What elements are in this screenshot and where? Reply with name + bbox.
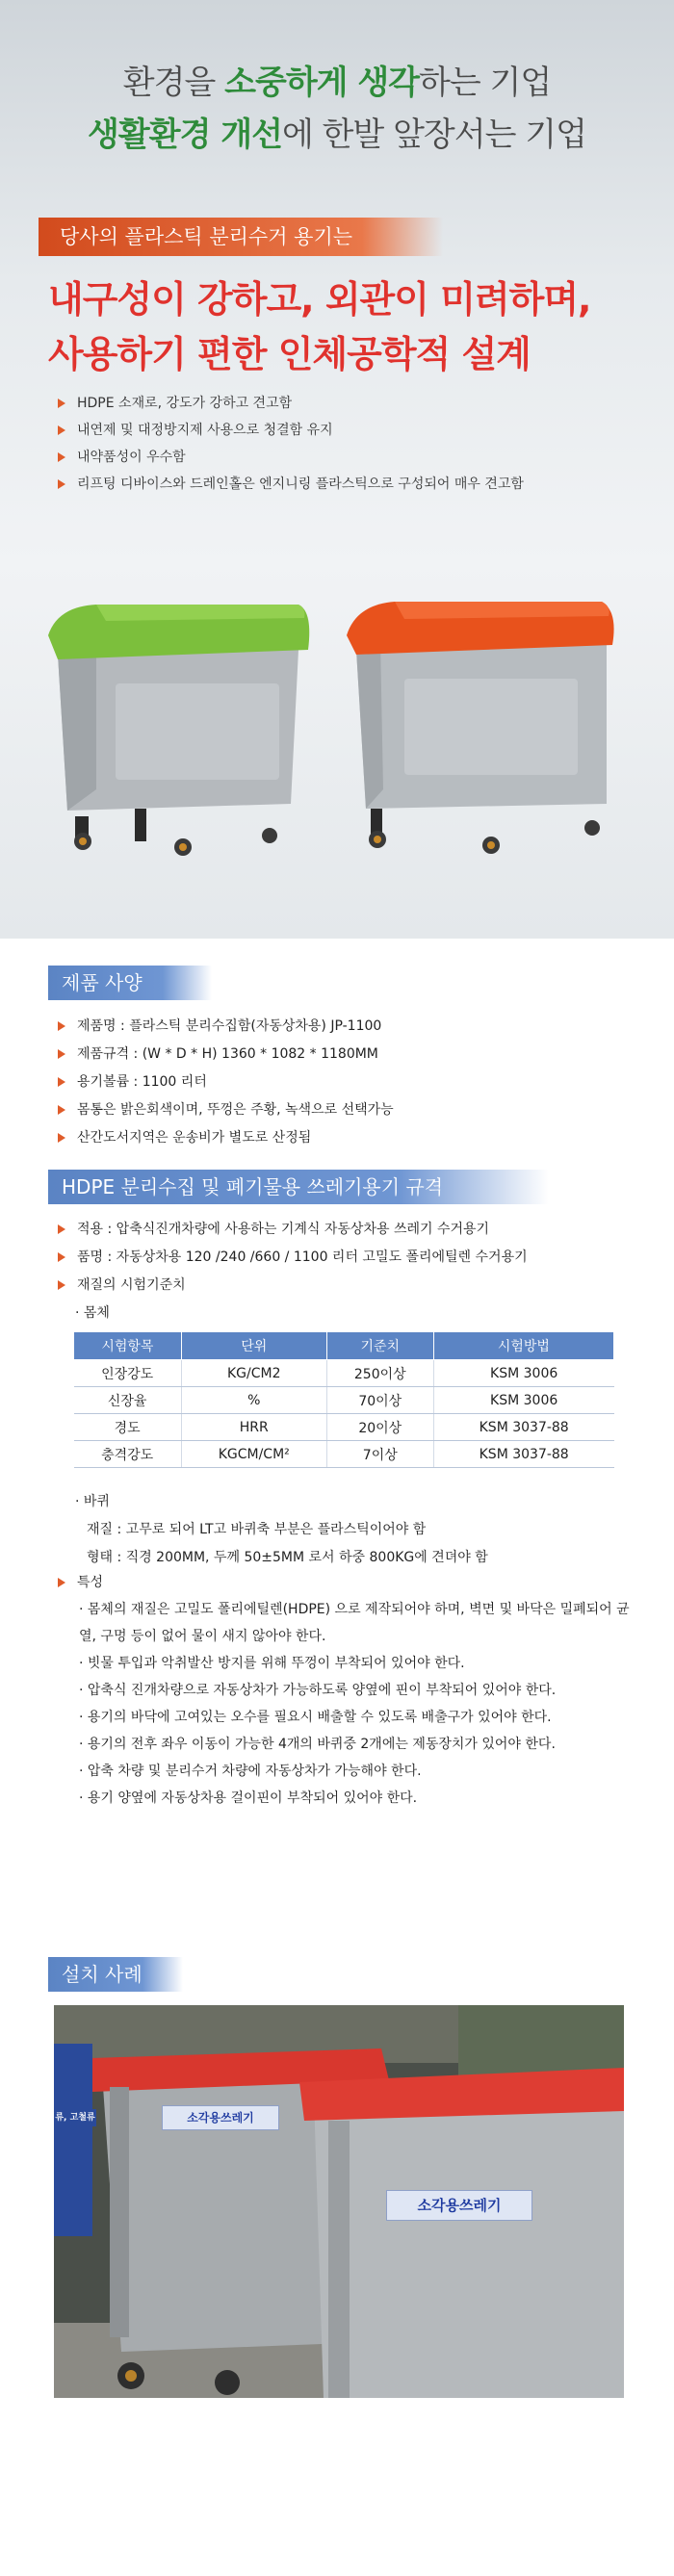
product-image-bins (39, 452, 635, 857)
feature-detail-item: · 압축 차량 및 분리수거 차량에 자동상차가 가능해야 한다. (79, 1764, 422, 1779)
table-cell: 충격강도 (74, 1441, 182, 1468)
install-section (0, 1872, 674, 2576)
triangle-bullet-icon (58, 1077, 65, 1087)
table-row (74, 1441, 614, 1468)
triangle-bullet-icon (58, 1105, 65, 1115)
triangle-bullet-icon (58, 1224, 65, 1234)
spec-item: 제품명 : 플라스틱 분리수집함(자동상차용) JP-1100 (58, 1013, 394, 1041)
material-test-table (73, 1331, 614, 1468)
install-title-tab: 설치 사례 (48, 1957, 183, 1992)
feature-detail-item: · 빗물 투입과 악취발산 방지를 위해 뚜껑이 부착되어 있어야 한다. (79, 1656, 465, 1671)
bin-label-plate-large: 소각용쓰레기 (386, 2190, 532, 2221)
table-cell: KSM 3006 (433, 1387, 613, 1414)
feature-detail-item: · 압축식 진개차량으로 자동상차가 가능하도록 양옆에 핀이 부착되어 있어야 한다. (79, 1683, 557, 1698)
feature-heading: 특성 (58, 1572, 103, 1591)
hero-slogan-line2: 생활환경 개선에 한발 앞장서는 기업 (88, 116, 586, 154)
table-header-cell: 단위 (181, 1332, 326, 1360)
bin-label-plate-small: 소각용쓰레기 (162, 2105, 279, 2130)
spec-item: 몸통은 밝은회색이며, 뚜껑은 주황, 녹색으로 선택가능 (58, 1096, 394, 1124)
spec-item: 산간도서지역은 운송비가 별도로 산정됨 (58, 1124, 394, 1152)
triangle-bullet-icon (58, 1280, 65, 1290)
table-header-cell: 기준치 (326, 1332, 433, 1360)
hero-slogan-line1: 환경을 소중하게 생각하는 기업 (122, 64, 552, 102)
green-lid-bin (48, 605, 309, 856)
feature-detail-item: · 용기 양옆에 자동상차용 걸이핀이 부착되어 있어야 한다. (79, 1790, 418, 1806)
side-sign: 류, 고철류 (54, 2109, 96, 2126)
triangle-bullet-icon (58, 1133, 65, 1143)
feature-item: 리프팅 디바이스와 드레인홀은 엔지니링 플라스틱으로 구성되어 매우 견고함 (58, 471, 524, 498)
spec-item: 용기볼륨 : 1100 리터 (58, 1069, 394, 1096)
table-cell: 인장강도 (74, 1360, 182, 1387)
table-row (74, 1414, 614, 1441)
orange-lid-bin (347, 602, 614, 854)
body-subheading: · 몸체 (75, 1305, 110, 1321)
hdpe-title-tab: HDPE 분리수집 및 폐기물용 쓰레기용기 규격 (48, 1170, 549, 1204)
headline-line1: 내구성이 강하고, 외관이 미려하며, (48, 278, 591, 321)
feature-item: HDPE 소재로, 강도가 강하고 견고함 (58, 390, 524, 417)
install-photo (54, 2005, 624, 2398)
feature-detail-list (79, 1596, 637, 1812)
wheel-material-text: 재질 : 고무로 되어 LT고 바퀴축 부분은 플라스틱이어야 함 (87, 1522, 427, 1537)
table-header-cell: 시험항목 (74, 1332, 182, 1360)
table-header-row (74, 1332, 614, 1360)
table-cell: 70이상 (326, 1387, 433, 1414)
table-cell: 7이상 (326, 1441, 433, 1468)
spec-section (0, 939, 674, 1872)
hdpe-item: 적용 : 압축식진개차량에 사용하는 기계식 자동상차용 쓰레기 수거용기 (58, 1216, 528, 1244)
triangle-bullet-icon (58, 425, 65, 435)
product-bins-illustration (39, 452, 635, 857)
triangle-bullet-icon (58, 1578, 65, 1587)
table-header-cell: 시험방법 (433, 1332, 613, 1360)
table-row (74, 1360, 614, 1387)
feature-detail-item: · 용기의 전후 좌우 이동이 가능한 4개의 바퀴중 2개에는 제동장치가 있어야 한다. (79, 1737, 556, 1752)
feature-detail-item: · 몸체의 재질은 고밀도 폴리에틸렌(HDPE) 으로 제작되어야 하며, 벽면 및 바닥은 밀폐되어 균열, 구멍 등이 없어 물이 새지 않아야 한다. (79, 1602, 630, 1644)
table-cell: KG/CM2 (181, 1360, 326, 1387)
headline-line2: 사용하기 편한 인체공학적 설계 (48, 333, 531, 375)
table-cell: KGCM/CM² (181, 1441, 326, 1468)
table-cell: 20이상 (326, 1414, 433, 1441)
triangle-bullet-icon (58, 1021, 65, 1031)
intro-banner: 당사의 플라스틱 분리수거 용기는 (39, 218, 443, 256)
table-cell: % (181, 1387, 326, 1414)
table-cell: KSM 3037-88 (433, 1441, 613, 1468)
feature-item: 내약품성이 우수함 (58, 444, 524, 471)
wheel-shape-text: 형태 : 직경 200MM, 두께 50±5MM 로서 하중 800KG에 견뎌야 함 (87, 1550, 488, 1565)
hdpe-list (58, 1216, 528, 1300)
spec-item: 제품규격 : (W * D * H) 1360 * 1082 * 1180MM (58, 1041, 394, 1069)
triangle-bullet-icon (58, 399, 65, 408)
table-cell: KSM 3037-88 (433, 1414, 613, 1441)
install-photo-illustration (54, 2005, 624, 2398)
table-cell: 신장율 (74, 1387, 182, 1414)
triangle-bullet-icon (58, 1049, 65, 1059)
table-cell: HRR (181, 1414, 326, 1441)
wheel-subheading: · 바퀴 (75, 1494, 110, 1509)
feature-detail-item: · 용기의 바닥에 고여있는 오수를 필요시 배출할 수 있도록 배출구가 있어야 한다. (79, 1710, 552, 1725)
table-cell: 250이상 (326, 1360, 433, 1387)
triangle-bullet-icon (58, 1252, 65, 1262)
spec-list (58, 1013, 394, 1152)
hero-section (0, 0, 674, 939)
table-cell: KSM 3006 (433, 1360, 613, 1387)
spec-title-tab: 제품 사양 (48, 966, 212, 1000)
table-row (74, 1387, 614, 1414)
hdpe-item: 재질의 시험기준치 (58, 1272, 528, 1300)
hdpe-item: 품명 : 자동상차용 120 /240 /660 / 1100 리터 고밀도 폴리에틸렌 수거용기 (58, 1244, 528, 1272)
table-cell: 경도 (74, 1414, 182, 1441)
feature-item: 내연제 및 대정방지제 사용으로 청결함 유지 (58, 417, 524, 444)
